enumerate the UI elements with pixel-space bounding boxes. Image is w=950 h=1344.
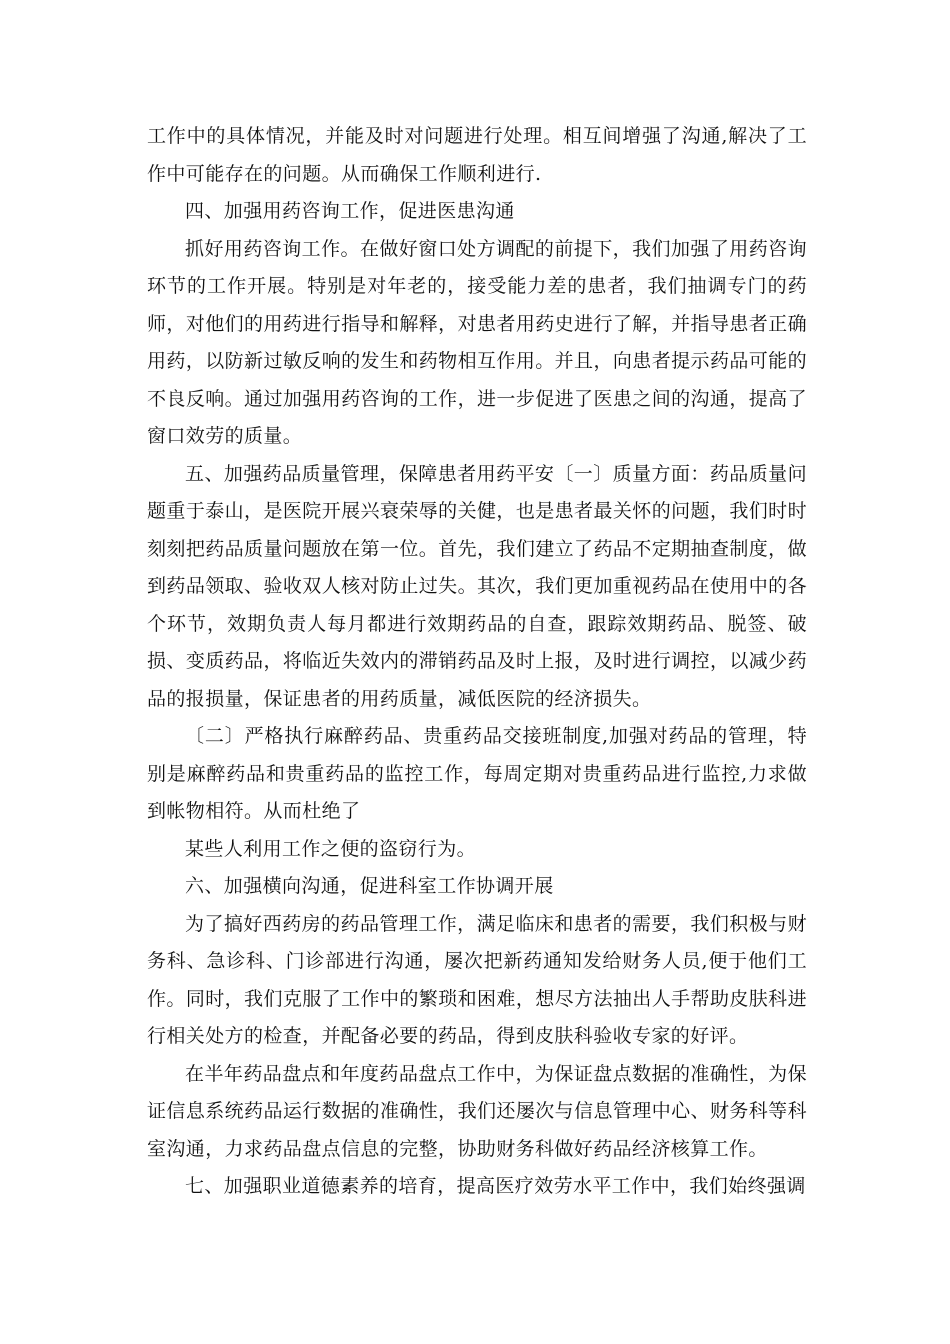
section-heading-four: 四、加强用药咨询工作，促进医患沟通 [185,200,515,222]
paragraph: 某些人利用工作之便的盗窃行为。 [185,837,477,860]
paragraph: 工作中的具体情况，并能及时对问题进行处理。相互间增强了沟通,解决了工作中可能存在的问题。从而确保工作顺利进行. [147,125,807,185]
paragraph: 在半年药品盘点和年度药品盘点工作中，为保证盘点数据的准确性，为保证信息系统药品运行数据的准确性，我们还屡次与信息管理中心、财务科等科室沟通，力求药品盘点信息的完整，协助财务科做好药品经济核算工作。 [147,1062,807,1160]
document-body [147,118,807,1206]
paragraph: 〔二〕严格执行麻醉药品、贵重药品交接班制度,加强对药品的管理，特别是麻醉药品和贵重药品的监控工作，每周定期对贵重药品进行监控,力求做到帐物相符。从而杜绝了 [147,725,807,822]
paragraph: 抓好用药咨询工作。在做好窗口处方调配的前提下，我们加强了用药咨询环节的工作开展。特别是对年老的，接受能力差的患者，我们抽调专门的药师，对他们的用药进行指导和解释，对患者用药史进行了解，并指导患者正确用药，以防新过敏反响的发生和药物相互作用。并且，向患者提示药品可能的不良反响。通过加强用药咨询的工作，进一步促进了医患之间的沟通，提高了窗口效劳的质量。 [147,237,807,447]
paragraph: 五、加强药品质量管理，保障患者用药平安〔一〕质量方面：药品质量问题重于泰山，是医院开展兴衰荣辱的关健，也是患者最关怀的问题，我们时时刻刻把药品质量问题放在第一位。首先，我们建立了药品不定期抽查制度，做到药品领取、验收双人核对防止过失。其次，我们更加重视药品在使用中的各个环节，效期负责人每月都进行效期药品的自查，跟踪效期药品、脱签、破损、变质药品，将临近失效内的滞销药品及时上报，及时进行调控，以减少药品的报损量，保证患者的用药质量，减低医院的经济损失。 [147,462,807,710]
paragraph: 为了搞好西药房的药品管理工作，满足临床和患者的需要，我们积极与财务科、急诊科、门诊部进行沟通，屡次把新药通知发给财务人员,便于他们工作。同时，我们克服了工作中的繁琐和困难，想尽方法抽出人手帮助皮肤科进行相关处方的检查，并配备必要的药品，得到皮肤科验收专家的好评。 [147,912,807,1047]
paragraph: 七、加强职业道德素养的培育，提高医疗效劳水平工作中，我们始终强调 [185,1175,806,1197]
section-heading-six: 六、加强横向沟通，促进科室工作协调开展 [185,875,554,897]
